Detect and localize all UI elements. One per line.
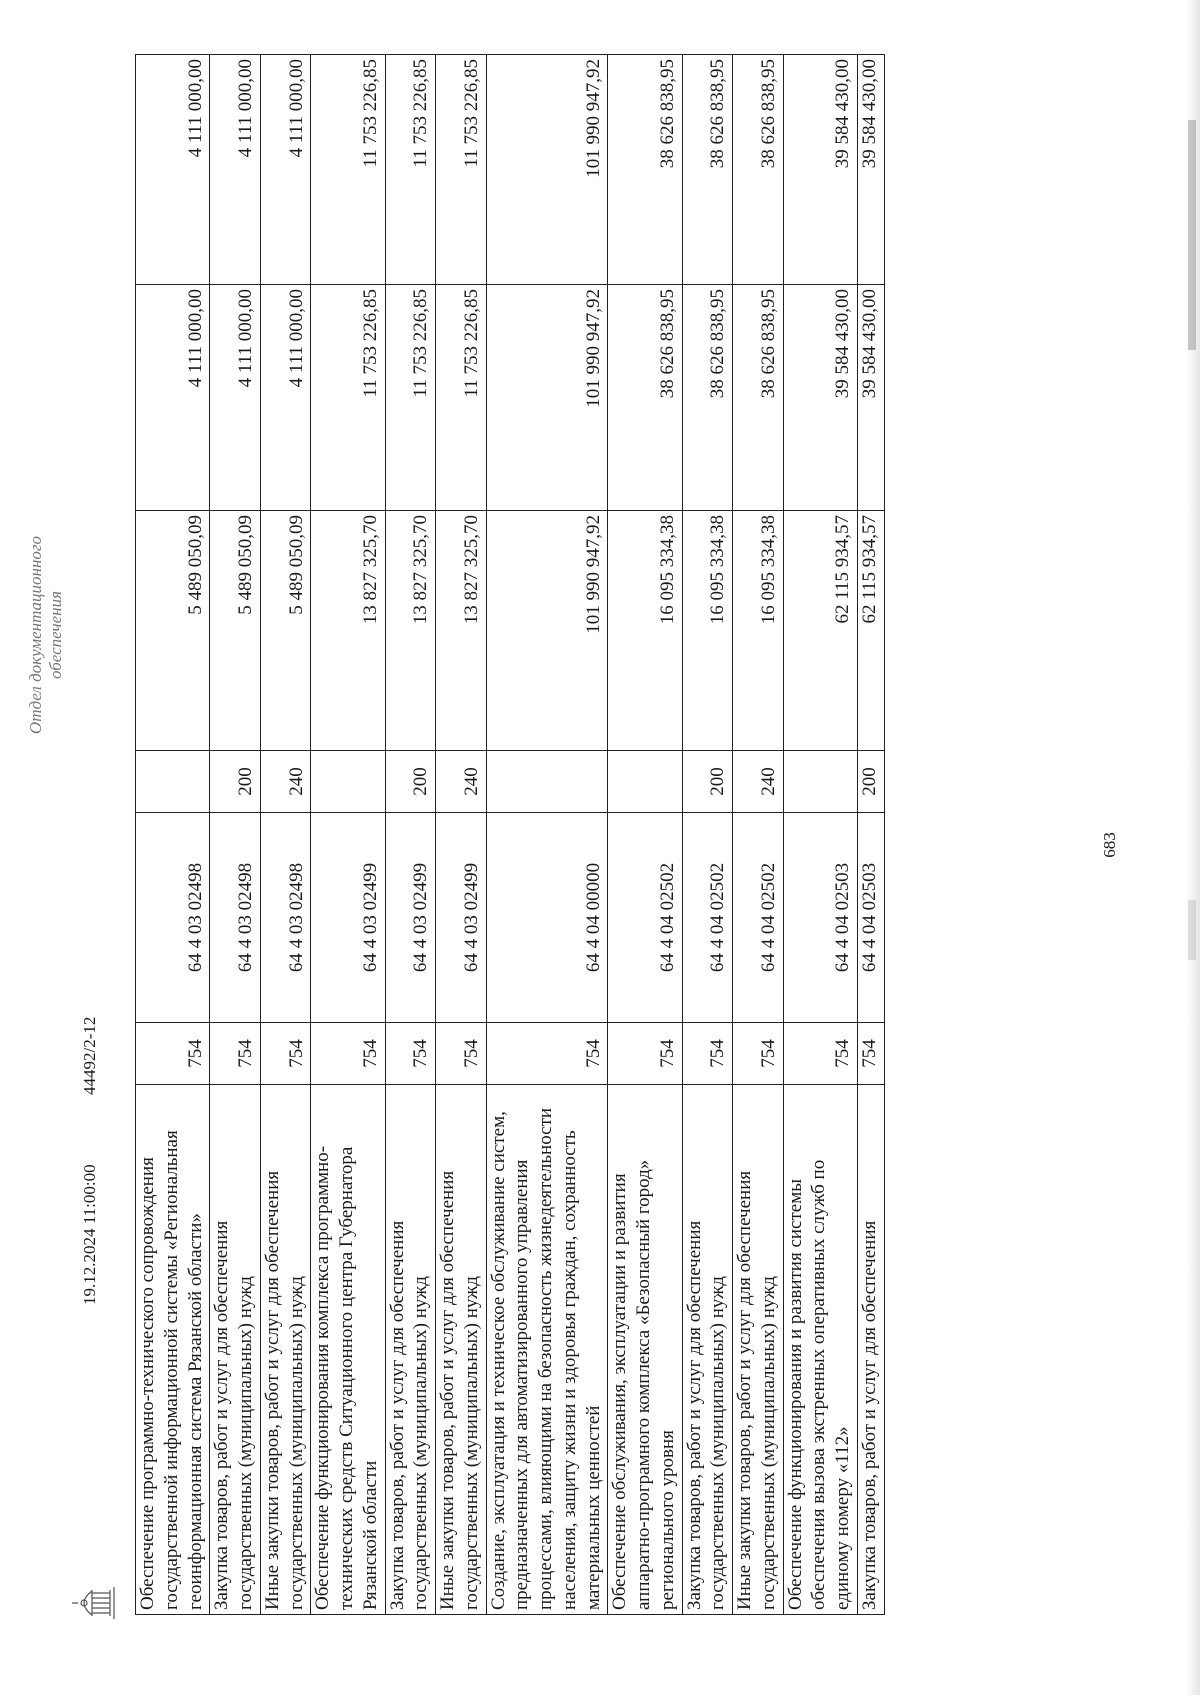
page-footer: [14, 525, 124, 1625]
row-grbs-cell: 754: [486, 1023, 608, 1085]
row-amount-2-cell: 4 111 000,00: [136, 285, 210, 511]
row-amount-1-cell: 13 827 325,70: [436, 511, 487, 751]
row-name-cell: Создание, эксплуатация и техническое обслуживание систем, предназначенных для автоматизированного управления процессами, влияющими на безопасность жизнедеятельности населения, защиту жизни и здоровья граждан, сохранность материальных ценностей: [486, 1085, 608, 1615]
row-grbs-cell: 754: [857, 1023, 884, 1085]
table-row: [436, 55, 487, 1615]
table-row: [260, 55, 311, 1615]
row-expense-type-cell: 200: [682, 751, 733, 813]
row-name-cell: Обеспечение функционирования комплекса программно-технических средств Ситуационного центра Губернатора Рязанской области: [311, 1085, 385, 1615]
row-csr-cell: 64 4 03 02499: [311, 813, 385, 1023]
row-grbs-cell: 754: [682, 1023, 733, 1085]
table-row: [136, 55, 210, 1615]
row-amount-1-cell: 62 115 934,57: [857, 511, 884, 751]
row-amount-2-cell: 39 584 430,00: [857, 285, 884, 511]
row-csr-cell: 64 4 03 02498: [260, 813, 311, 1023]
row-name-cell: Обеспечение обслуживания, эксплуатации и развития аппаратно-програмного комплекса «Безопасный город» регионального уровня: [608, 1085, 682, 1615]
coat-of-arms-icon: [70, 1581, 118, 1625]
row-expense-type-cell: [486, 751, 608, 813]
row-amount-3-cell: 38 626 838,95: [733, 55, 784, 285]
row-csr-cell: 64 4 03 02498: [136, 813, 210, 1023]
row-name-cell: Обеспечение программно-технического сопровождения государственной информационной системы «Региональная геоинформационная система Рязанской области»: [136, 1085, 210, 1615]
row-amount-3-cell: 101 990 947,92: [486, 55, 608, 285]
row-name-cell: Закупка товаров, работ и услуг для обеспечения государственных (муниципальных) нужд: [210, 1085, 261, 1615]
row-expense-type-cell: [311, 751, 385, 813]
row-amount-2-cell: 11 753 226,85: [385, 285, 436, 511]
row-name-cell: Закупка товаров, работ и услуг для обеспечения: [857, 1085, 884, 1615]
row-grbs-cell: 754: [385, 1023, 436, 1085]
scan-artifact: [1188, 120, 1196, 350]
row-amount-3-cell: 4 111 000,00: [210, 55, 261, 285]
table-row: [857, 55, 884, 1615]
row-amount-3-cell: 38 626 838,95: [682, 55, 733, 285]
row-grbs-cell: 754: [733, 1023, 784, 1085]
row-name-cell: Иные закупки товаров, работ и услуг для обеспечения государственных (муниципальных) нужд: [733, 1085, 784, 1615]
row-expense-type-cell: [136, 751, 210, 813]
row-amount-1-cell: 62 115 934,57: [783, 511, 857, 751]
row-expense-type-cell: [608, 751, 682, 813]
row-amount-1-cell: 16 095 334,38: [733, 511, 784, 751]
row-amount-3-cell: 39 584 430,00: [857, 55, 884, 285]
footer-document-code: 44492/2-12: [80, 1016, 99, 1095]
row-amount-3-cell: 4 111 000,00: [136, 55, 210, 285]
row-amount-2-cell: 4 111 000,00: [210, 285, 261, 511]
row-amount-1-cell: 5 489 050,09: [210, 511, 261, 751]
scan-artifact: [1188, 900, 1196, 960]
row-name-cell: Иные закупки товаров, работ и услуг для обеспечения государственных (муниципальных) нужд: [436, 1085, 487, 1615]
row-expense-type-cell: [783, 751, 857, 813]
table-row: [385, 55, 436, 1615]
row-amount-1-cell: 13 827 325,70: [385, 511, 436, 751]
row-name-cell: Закупка товаров, работ и услуг для обеспечения государственных (муниципальных) нужд: [682, 1085, 733, 1615]
row-expense-type-cell: 200: [210, 751, 261, 813]
table-row: [210, 55, 261, 1615]
row-expense-type-cell: 200: [857, 751, 884, 813]
row-amount-3-cell: 11 753 226,85: [436, 55, 487, 285]
row-amount-2-cell: 39 584 430,00: [783, 285, 857, 511]
row-grbs-cell: 754: [210, 1023, 261, 1085]
row-csr-cell: 64 4 03 02499: [436, 813, 487, 1023]
row-amount-3-cell: 39 584 430,00: [783, 55, 857, 285]
row-amount-3-cell: 38 626 838,95: [608, 55, 682, 285]
row-grbs-cell: 754: [783, 1023, 857, 1085]
row-expense-type-cell: 240: [733, 751, 784, 813]
budget-table: [135, 54, 885, 1615]
department-stamp: [26, 505, 67, 765]
row-csr-cell: 64 4 04 02503: [857, 813, 884, 1023]
row-amount-1-cell: 101 990 947,92: [486, 511, 608, 751]
row-grbs-cell: 754: [311, 1023, 385, 1085]
row-grbs-cell: 754: [260, 1023, 311, 1085]
row-amount-2-cell: 101 990 947,92: [486, 285, 608, 511]
table-row: [486, 55, 608, 1615]
row-amount-2-cell: 4 111 000,00: [260, 285, 311, 511]
table-row: [682, 55, 733, 1615]
row-csr-cell: 64 4 04 02503: [783, 813, 857, 1023]
scan-edge: [1186, 0, 1200, 1695]
row-name-cell: Обеспечение функционирования и развития системы обеспечения вызова экстренных оперативных служб по единому номеру «112»: [783, 1085, 857, 1615]
row-grbs-cell: 754: [136, 1023, 210, 1085]
row-csr-cell: 64 4 03 02499: [385, 813, 436, 1023]
row-amount-1-cell: 5 489 050,09: [260, 511, 311, 751]
row-expense-type-cell: 240: [436, 751, 487, 813]
row-amount-3-cell: 11 753 226,85: [311, 55, 385, 285]
row-csr-cell: 64 4 04 02502: [608, 813, 682, 1023]
row-amount-1-cell: 16 095 334,38: [608, 511, 682, 751]
row-amount-3-cell: 4 111 000,00: [260, 55, 311, 285]
row-expense-type-cell: 240: [260, 751, 311, 813]
row-amount-3-cell: 11 753 226,85: [385, 55, 436, 285]
row-csr-cell: 64 4 03 02498: [210, 813, 261, 1023]
table-row: [311, 55, 385, 1615]
row-grbs-cell: 754: [608, 1023, 682, 1085]
table-row: [733, 55, 784, 1615]
row-amount-1-cell: 13 827 325,70: [311, 511, 385, 751]
row-amount-2-cell: 11 753 226,85: [436, 285, 487, 511]
row-amount-1-cell: 16 095 334,38: [682, 511, 733, 751]
row-grbs-cell: 754: [436, 1023, 487, 1085]
row-amount-2-cell: 38 626 838,95: [682, 285, 733, 511]
stamp-line-1: Отдел документационного: [26, 535, 45, 735]
row-expense-type-cell: 200: [385, 751, 436, 813]
table-body: [136, 55, 885, 1615]
row-csr-cell: 64 4 04 02502: [733, 813, 784, 1023]
row-amount-2-cell: 38 626 838,95: [733, 285, 784, 511]
row-amount-2-cell: 11 753 226,85: [311, 285, 385, 511]
table-row: [783, 55, 857, 1615]
row-name-cell: Иные закупки товаров, работ и услуг для обеспечения государственных (муниципальных) нужд: [260, 1085, 311, 1615]
page-number: 683: [1100, 832, 1119, 858]
stamp-line-2: обеспечения: [46, 591, 66, 680]
row-csr-cell: 64 4 04 02502: [682, 813, 733, 1023]
footer-date: 19.12.2024 11:00:00: [80, 1164, 99, 1305]
row-csr-cell: 64 4 04 00000: [486, 813, 608, 1023]
table-row: [608, 55, 682, 1615]
row-amount-2-cell: 38 626 838,95: [608, 285, 682, 511]
row-amount-1-cell: 5 489 050,09: [136, 511, 210, 751]
row-name-cell: Закупка товаров, работ и услуг для обеспечения государственных (муниципальных) нужд: [385, 1085, 436, 1615]
